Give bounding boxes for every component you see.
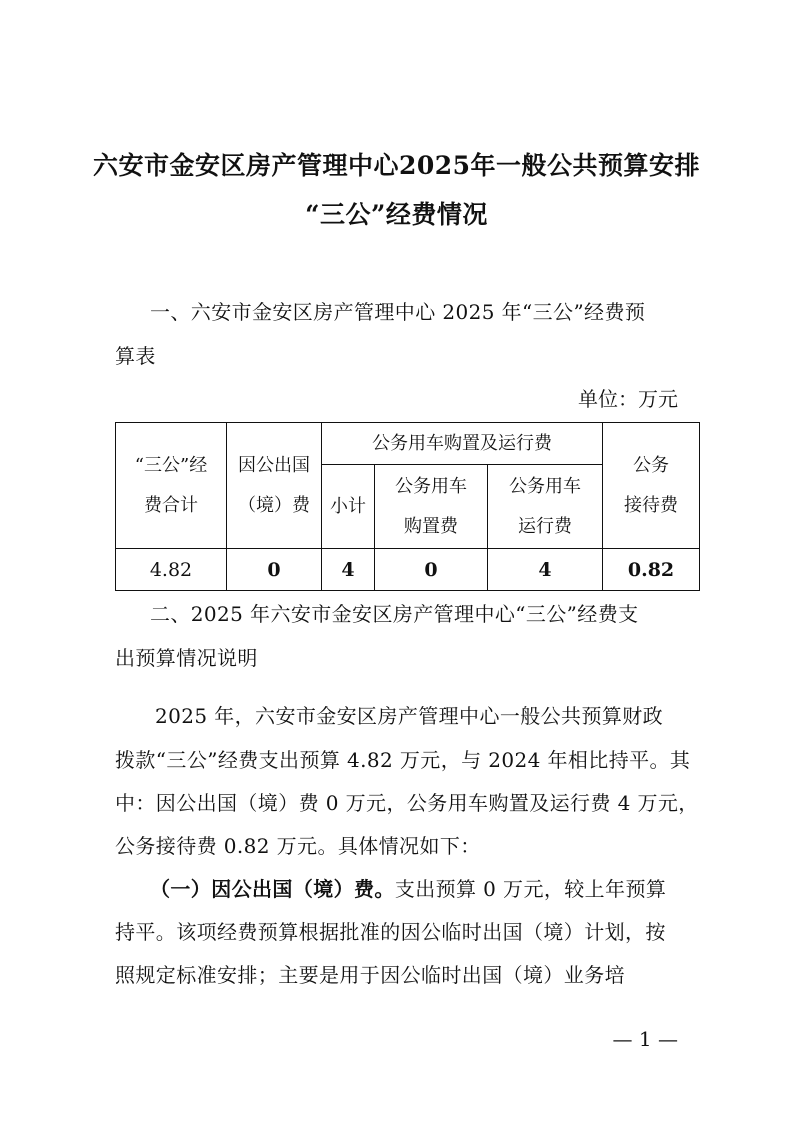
header-abroad-line2: （境）费 bbox=[238, 494, 310, 516]
header-subtotal: 小计 bbox=[322, 465, 375, 549]
cell-reception: 0.82 bbox=[603, 549, 700, 591]
unit-label: 单位：万元 bbox=[578, 387, 678, 411]
budget-table bbox=[115, 422, 700, 591]
header-abroad-line1: 因公出国 bbox=[238, 454, 310, 476]
header-purchase-line1: 公务用车 bbox=[395, 475, 467, 497]
header-abroad bbox=[227, 423, 322, 549]
table-row bbox=[116, 549, 700, 591]
header-purchase bbox=[375, 465, 488, 549]
header-total-line2: 费合计 bbox=[144, 494, 198, 516]
header-operation bbox=[488, 465, 603, 549]
cell-operation: 4 bbox=[488, 549, 603, 591]
cell-total: 4.82 bbox=[116, 549, 227, 591]
para1-line4: 公务接待费 0.82 万元。具体情况如下： bbox=[115, 834, 481, 858]
header-reception bbox=[603, 423, 700, 549]
header-reception-line1: 公务 bbox=[633, 454, 670, 476]
para1-line2: 拨款“三公”经费支出预算 4.82 万元，与 2024 年相比持平。其 bbox=[115, 748, 691, 772]
para2-line1-text: 支出预算 0 万元，较上年预算 bbox=[394, 877, 667, 901]
header-purchase-line2: 购置费 bbox=[404, 515, 458, 537]
doc-title-line1: 六安市金安区房产管理中心2025年一般公共预算安排 bbox=[92, 151, 701, 180]
header-total bbox=[116, 423, 227, 549]
cell-purchase: 0 bbox=[375, 549, 488, 591]
header-total-line1: “三公”经 bbox=[134, 454, 208, 476]
header-operation-line2: 运行费 bbox=[518, 515, 572, 537]
cell-subtotal: 4 bbox=[322, 549, 375, 591]
header-reception-line2: 接待费 bbox=[624, 494, 679, 516]
page-number: — 1 — bbox=[612, 1027, 678, 1051]
para2-heading: （一）因公出国（境）费。 bbox=[150, 877, 395, 901]
para1-line3: 中：因公出国（境）费 0 万元，公务用车购置及运行费 4 万元， bbox=[115, 791, 699, 815]
section2-heading-line2: 出预算情况说明 bbox=[115, 646, 258, 670]
section1-heading-line1: 一、六安市金安区房产管理中心 2025 年“三公”经费预 bbox=[150, 300, 646, 324]
para1-line1: 2025 年，六安市金安区房产管理中心一般公共预算财政 bbox=[155, 704, 664, 728]
header-vehicle-group: 公务用车购置及运行费 bbox=[322, 423, 603, 465]
section1-heading-line2: 算表 bbox=[115, 344, 156, 368]
cell-abroad: 0 bbox=[227, 549, 322, 591]
doc-title-line2: “三公”经费情况 bbox=[305, 200, 488, 229]
para2-line2: 持平。该项经费预算根据批准的因公临时出国（境）计划，按 bbox=[115, 920, 666, 944]
header-operation-line1: 公务用车 bbox=[509, 475, 581, 497]
para2-line3: 照规定标准安排；主要是用于因公临时出国（境）业务培 bbox=[115, 963, 625, 987]
para2-line1 bbox=[150, 873, 718, 902]
section2-heading-line1: 二、2025 年六安市金安区房产管理中心“三公”经费支 bbox=[150, 602, 639, 626]
